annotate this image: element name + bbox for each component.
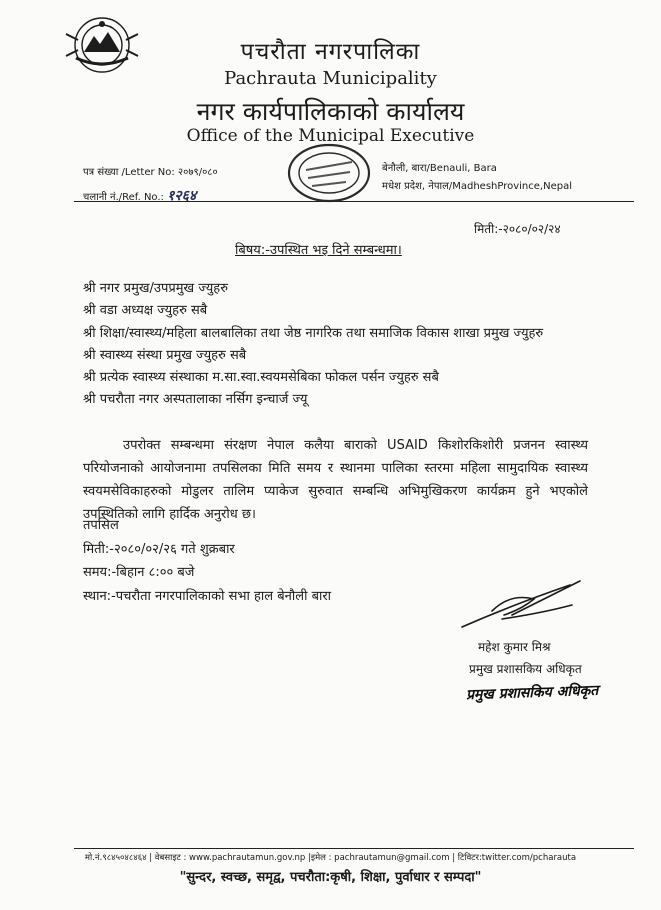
office-name-en: Office of the Municipal Executive bbox=[186, 126, 475, 146]
recipient-item: श्री स्वास्थ्य संस्था प्रमुख ज्युहरु सबै bbox=[83, 347, 247, 363]
recipient-item: श्री शिक्षा/स्वास्थ्य/महिला बालबालिका तथा जेष्ठ नागरिक तथा समाजिक विकास शाखा प्रमुख ज्युहरु bbox=[83, 325, 544, 341]
signatory-name: महेश कुमार मिश्र bbox=[478, 640, 551, 654]
recipient-item: श्री नगर प्रमुख/उपप्रमुख ज्युहरु bbox=[83, 281, 228, 296]
letter-body: उपरोक्त सम्बन्धमा संरक्षण नेपाल कलैया बाराको USAID किशोरकिशोरी प्रजनन स्वास्थ्य परियोजनाको आयोजनामा तपसिलका मिति समय र स्थानमा पालिका स्तरमा महिला सामुदायिक स्वास्थ्य स्वयमसेविकाहरुको मोडुलर तालिम प्याकेज सुरुवात सम्बन्धि अभिमुखिकरण कार्यक्रम हुने भएकोले उपस्थितिको लागि हार्दिक अनुरोध छ। bbox=[83, 438, 588, 522]
office-name-np: नगर कार्यपालिकाको कार्यालय bbox=[196, 97, 465, 126]
details-place: स्थान:-पचरौता नगरपालिकाको सभा हाल बेनौली बारा bbox=[83, 588, 332, 604]
details-date: मिती:-२०८०/०२/२६ गते शुक्रबार bbox=[83, 541, 235, 557]
header-divider bbox=[74, 201, 634, 202]
details-heading: तपसिल bbox=[83, 518, 119, 533]
footer-contact: मो.नं.९८४५०४८४६४ | वेबसाइट : www.pachrautamun.gov.np |इमेल : pachrautamun@gmail.com | टिविटर:twitter.com/pcharauta bbox=[84, 853, 577, 863]
event-details bbox=[83, 514, 331, 608]
recipient-item: श्री वडा अध्यक्ष ज्युहरु सबै bbox=[83, 303, 208, 319]
address-line-1: बेनौली, बारा/Benauli, Bara bbox=[382, 163, 497, 174]
footer-divider bbox=[74, 848, 634, 849]
office-seal-icon bbox=[284, 140, 374, 206]
reference-number-value: १२६४ bbox=[167, 188, 197, 204]
letter-date: मिती:-२०८०/०२/२४ bbox=[474, 222, 561, 236]
address-line-2: मधेश प्रदेश, नेपाल/MadheshProvince,Nepal bbox=[382, 181, 572, 192]
footer-slogan: "सुन्दर, स्वच्छ, समृद्व, पचरौता:कृषी, शिक्षा, पुर्वाधार र सम्पदा" bbox=[179, 870, 482, 885]
recipient-list bbox=[83, 278, 543, 412]
letter-number-label: पत्र संख्या /Letter No: bbox=[83, 167, 175, 178]
designation-stamp: प्रमुख प्रशासकिय अधिकृत bbox=[465, 682, 599, 704]
details-time: समय:-बिहान ८:०० बजे bbox=[83, 565, 195, 580]
recipient-item: श्री प्रत्येक स्वास्थ्य संस्थाका म.सा.स्वा.स्वयमसेबिका फोकल पर्सन ज्युहरु सबै bbox=[83, 370, 439, 386]
municipality-name-en: Pachrauta Municipality bbox=[224, 68, 437, 89]
reference-number bbox=[83, 186, 196, 205]
reference-number-label: चलानी नं./Ref. No.: bbox=[83, 192, 164, 203]
recipient-item: श्री पचरौता नगर अस्पतालाका नर्सिग इन्चार्ज ज्यू bbox=[83, 392, 308, 408]
letter-number bbox=[83, 164, 218, 178]
signatory-title: प्रमुख प्रशासकिय अधिकृत bbox=[469, 662, 582, 676]
municipality-name-np: पचरौता नगरपालिका bbox=[240, 39, 421, 65]
letter-number-value: २०७९/०८० bbox=[177, 167, 218, 178]
signature-icon bbox=[452, 575, 592, 635]
letter-subject: बिषय:-उपस्थित भइ दिने सम्बन्धमा। bbox=[235, 243, 402, 258]
